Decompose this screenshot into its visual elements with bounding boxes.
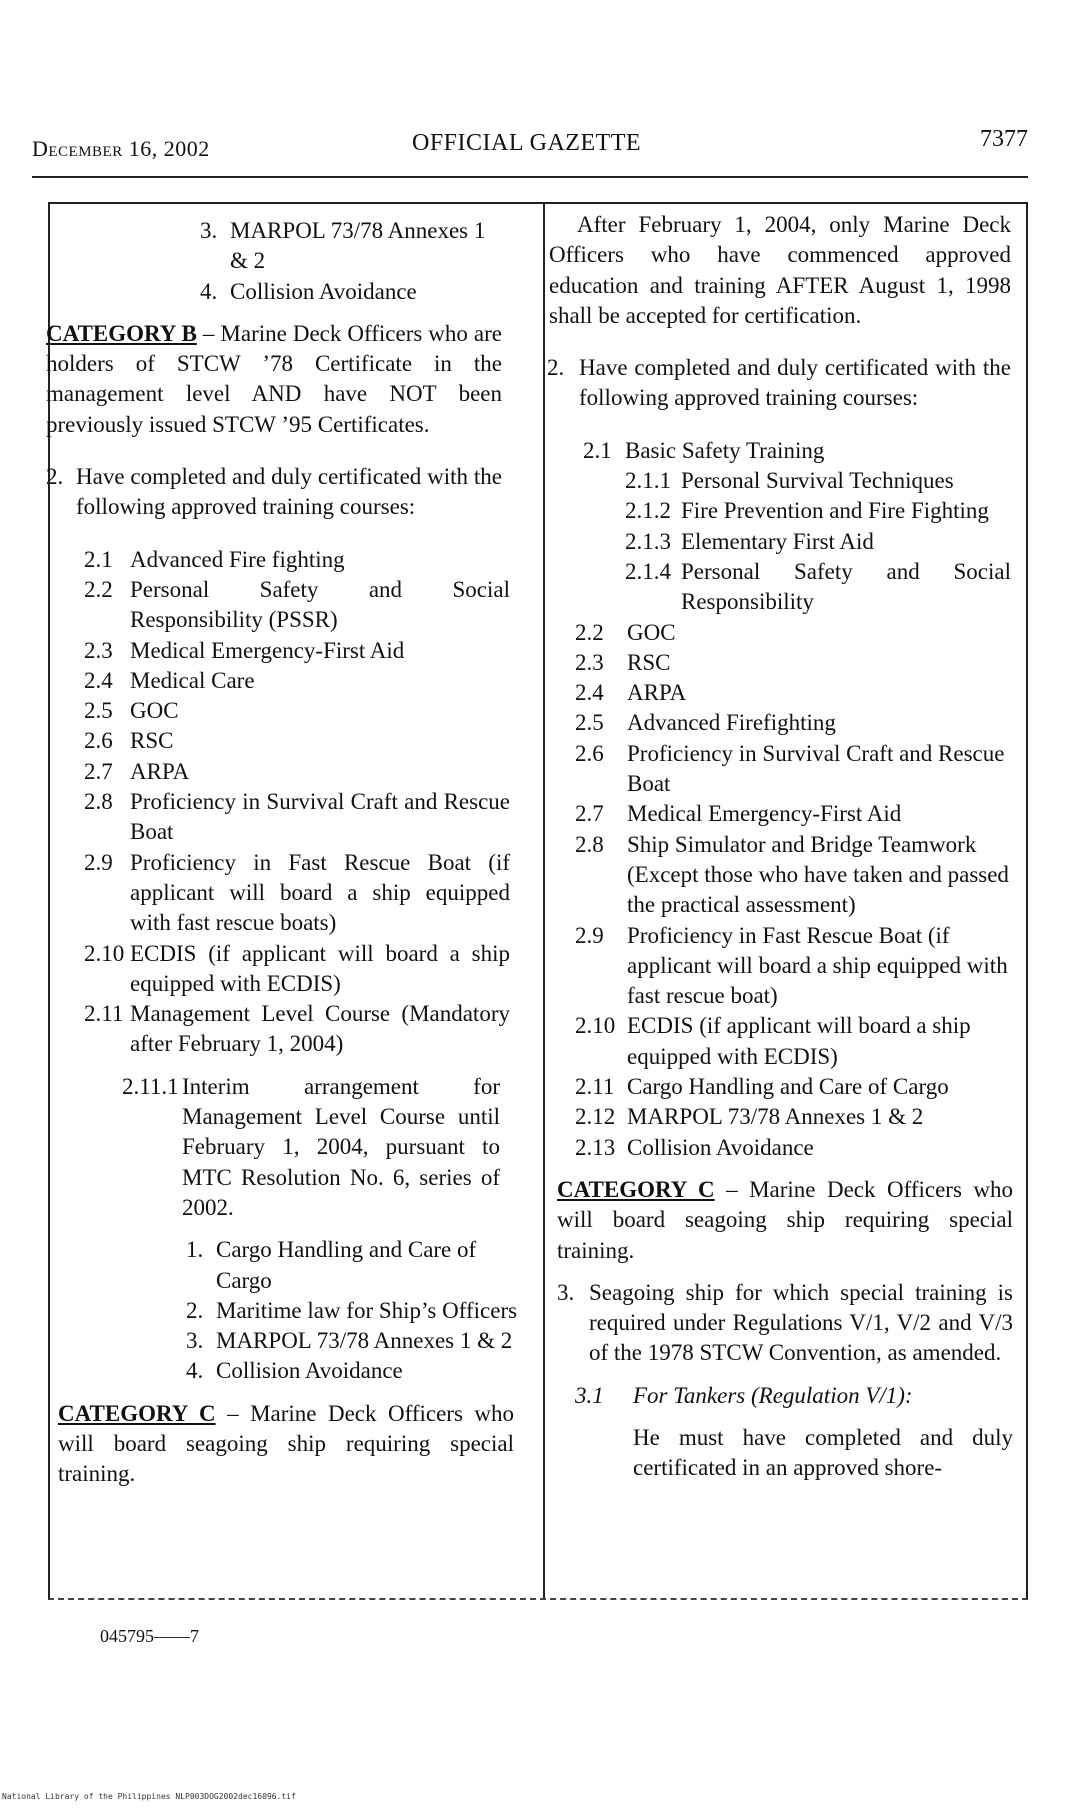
- list-item: 2.3 Medical Emergency-First Aid: [84, 637, 405, 663]
- basic-safety-sub-list: [545, 466, 1028, 617]
- list-item: 2.2 GOC: [575, 619, 676, 645]
- list-item: 2.11.1 Interim arrangement for Management Level Course until February 1, 2004, pursuant to MTC Resolution No. 6, series of 2002.: [122, 1073, 500, 1220]
- list-item: 2.2 Personal Safety and Social Responsibility (PSSR): [84, 576, 510, 633]
- list-item: 2.1 Basic Safety Training: [583, 437, 825, 463]
- scan-source-note: National Library of the Philippines NLP003DOG2002dec16096.tif: [2, 1792, 296, 1801]
- list-item: 2.1.3 Elementary First Aid: [625, 528, 874, 554]
- list-item: 3. MARPOL 73/78 Annexes 1 & 2: [200, 218, 486, 274]
- list-item: 2.11 Cargo Handling and Care of Cargo: [575, 1074, 949, 1100]
- list-item: 2. Maritime law for Ship’s Officers: [186, 1297, 518, 1323]
- list-item: 2.7 Medical Emergency-First Aid: [575, 801, 902, 827]
- list-item: 2.1.4 Personal Safety and Social Responsibility: [625, 558, 1011, 615]
- category-b-label: CATEGORY B: [46, 320, 197, 346]
- page-number: 7377: [980, 126, 1028, 152]
- category-c-paragraph: CATEGORY C – Marine Deck Officers who will board seagoing ship requiring special training.: [557, 1176, 1013, 1263]
- issue-date: December 16, 2002: [32, 136, 210, 161]
- list-item: 2.10 ECDIS (if applicant will board a ship equipped with ECDIS): [575, 1013, 971, 1069]
- left-column: [46, 204, 543, 1490]
- publication-title: OFFICIAL GAZETTE: [412, 130, 642, 156]
- list-item: 2.6 Proficiency in Survival Craft and Rescue Boat: [575, 740, 1005, 797]
- list-item: 2.4 ARPA: [575, 680, 687, 706]
- list-item: 2.4 Medical Care: [84, 667, 255, 693]
- list-item: 3. Seagoing ship for which special training is required under Regulations V/1, V/2 and V/3 of the 1978 STCW Convention, as amended.: [557, 1279, 1013, 1366]
- intro-paragraph: After February 1, 2004, only Marine Deck Officers who have commenced approved education and training AFTER August 1, 1998 shall be accepted for certification.: [549, 212, 1011, 328]
- list-item: 2.1.1 Personal Survival Techniques: [625, 468, 954, 494]
- list-item: 2.1.2 Fire Prevention and Fire Fighting: [625, 498, 989, 524]
- list-item: 2.10 ECDIS (if applicant will board a ship equipped with ECDIS): [84, 940, 510, 996]
- list-item: 4. Collision Avoidance: [186, 1358, 403, 1384]
- list-item: 2.5 Advanced Firefighting: [575, 710, 836, 736]
- list-item: 4. Collision Avoidance: [200, 278, 417, 304]
- left-sub-list: [50, 1235, 543, 1386]
- list-item: 2.8 Proficiency in Survival Craft and Rescue Boat: [84, 789, 510, 845]
- left-course-list: [50, 545, 543, 1060]
- list-item: 2. Have completed and duly certificated with the following approved training courses:: [46, 464, 502, 520]
- list-item: 2.1 Advanced Fire fighting: [84, 546, 345, 572]
- list-item: 2.13 Collision Avoidance: [575, 1134, 814, 1160]
- list-item: 2.5 GOC: [84, 698, 179, 724]
- category-c-label: CATEGORY C: [58, 1400, 216, 1426]
- list-item: 3. MARPOL 73/78 Annexes 1 & 2: [186, 1328, 513, 1354]
- list-item: 2. Have completed and duly certificated with the following approved training courses:: [547, 355, 1011, 411]
- category-c-label: CATEGORY C: [557, 1176, 715, 1202]
- list-item: 2.3 RSC: [575, 649, 671, 675]
- category-c-paragraph: CATEGORY C – Marine Deck Officers who will board seagoing ship requiring special training.: [58, 1400, 514, 1487]
- list-item: 1. Cargo Handling and Care of Cargo: [186, 1237, 477, 1293]
- page-header: [32, 126, 1028, 166]
- header-rule: [32, 176, 1028, 178]
- right-course-list: [545, 618, 1028, 1163]
- two-column-frame: [48, 202, 1028, 1600]
- list-item: 2.11 Management Level Course (Mandatory after February 1, 2004): [84, 1001, 510, 1057]
- list-item: 2.9 Proficiency in Fast Rescue Boat (if applicant will board a ship equipped with fast rescue boat): [575, 922, 1008, 1009]
- right-column: [545, 204, 1028, 1484]
- category-b-paragraph: CATEGORY B – Marine Deck Officers who are holders of STCW ’78 Certificate in the management level AND have NOT been previously issued STCW ’95 Certificates.: [46, 320, 503, 437]
- list-item: 2.12 MARPOL 73/78 Annexes 1 & 2: [575, 1104, 924, 1130]
- tankers-body: He must have completed and duly certificated in an approved shore-: [633, 1424, 1013, 1481]
- print-code: 045795——7: [100, 1626, 199, 1646]
- list-item: 3.1 For Tankers (Regulation V/1):: [575, 1382, 913, 1408]
- list-item: 2.6 RSC: [84, 728, 174, 754]
- list-item: 2.8 Ship Simulator and Bridge Teamwork (Except those who have taken and passed the practical assessment): [575, 831, 1009, 918]
- list-item: 2.7 ARPA: [84, 758, 190, 784]
- list-item: 2.9 Proficiency in Fast Rescue Boat (if applicant will board a ship equipped with fast rescue boats): [84, 849, 510, 936]
